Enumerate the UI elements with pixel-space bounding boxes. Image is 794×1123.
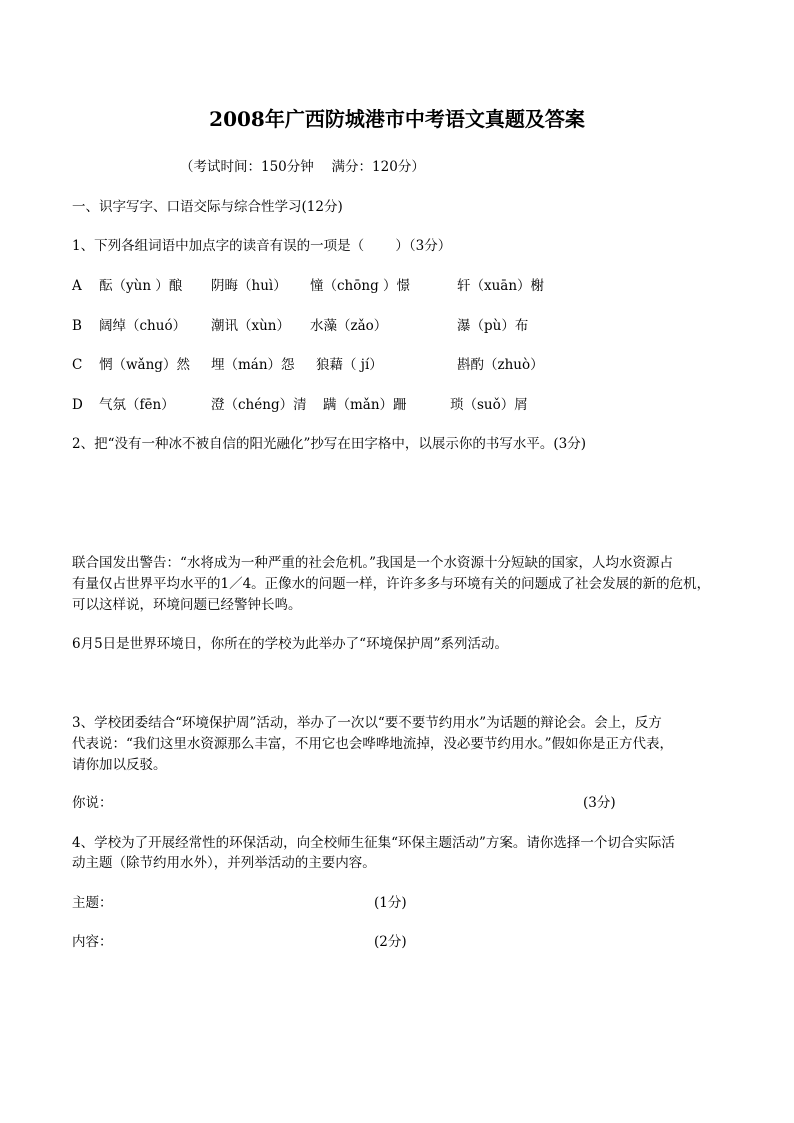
exam-info: （考试时间：150分钟 满分：120分）: [180, 159, 425, 175]
option-item: 蹒（mǎn）跚: [323, 397, 407, 413]
question-3-line: 代表说：“我们这里水资源那么丰富，不用它也会哗哗地流掉，没必要节约用水。”假如你是正方代表，: [72, 736, 674, 752]
option-item: 水藻（zǎo）: [310, 318, 388, 334]
option-item: 气氛（fēn）: [99, 397, 175, 413]
question-4-line: 4、学校为了开展经常性的环保活动，向全校师生征集“环保主题活动”方案。请你选择一个切合实际活: [72, 835, 675, 851]
section-heading: 一、识字写字、口语交际与综合性学习(12分): [72, 199, 343, 215]
passage-line: 联合国发出警告：“水将成为一种严重的社会危机。”我国是一个水资源十分短缺的国家，人均水资源占: [72, 555, 674, 571]
option-item: 轩（xuān）榭: [457, 278, 545, 294]
option-item: 埋（mán）怨: [211, 357, 295, 373]
option-item: 阔绰（chuó）: [99, 318, 187, 334]
option-item: 阴晦（huì）: [211, 278, 287, 294]
option-item: 憧（chōng ）憬: [310, 278, 411, 294]
event-intro: 6月5日是世界环境日，你所在的学校为此举办了“环境保护周”系列活动。: [72, 636, 508, 652]
passage-line: 有量仅占世界平均水平的1／4。正像水的问题一样，许许多多与环境有关的问题成了社会发展的新的危机，: [72, 576, 711, 592]
answer-label: 你说：: [72, 795, 113, 811]
option-item: 斟酌（zhuò）: [457, 357, 544, 373]
option-label: D: [72, 397, 83, 413]
option-item: 瀑（pù）布: [457, 318, 529, 334]
question-3-line: 3、学校团委结合“环境保护周”活动，举办了一次以“要不要节约用水”为话题的辩论会。会上，反方: [72, 715, 662, 731]
option-item: 澄（chéng）清: [211, 397, 307, 413]
option-item: 惘（wǎng）然: [99, 357, 190, 373]
question-1-stem: 1、下列各组词语中加点字的读音有误的一项是（ ）（3分）: [72, 238, 452, 254]
option-label: C: [72, 357, 83, 373]
option-label: B: [72, 318, 82, 334]
theme-score: (1分): [374, 895, 407, 911]
option-item: 狼藉（ jí）: [316, 357, 383, 373]
option-item: 潮讯（xùn）: [211, 318, 291, 334]
passage-line: 可以这样说，环境问题已经警钟长鸣。: [72, 597, 302, 613]
page-title: 2008年广西防城港市中考语文真题及答案: [209, 107, 585, 131]
score-label: (3分): [583, 795, 616, 811]
question-4-line: 动主题（除节约用水外），并列举活动的主要内容。: [72, 855, 376, 871]
theme-label: 主题：: [72, 895, 113, 911]
question-2: 2、把“没有一种冰不被自信的阳光融化”抄写在田字格中，以展示你的书写水平。(3分): [72, 436, 587, 452]
content-score: (2分): [374, 934, 407, 950]
option-label: A: [72, 278, 82, 294]
option-item: 酝（yùn ）酿: [99, 278, 183, 294]
option-item: 琐（suǒ）屑: [450, 397, 528, 413]
question-3-line: 请你加以反驳。: [72, 757, 167, 773]
content-label: 内容：: [72, 934, 113, 950]
